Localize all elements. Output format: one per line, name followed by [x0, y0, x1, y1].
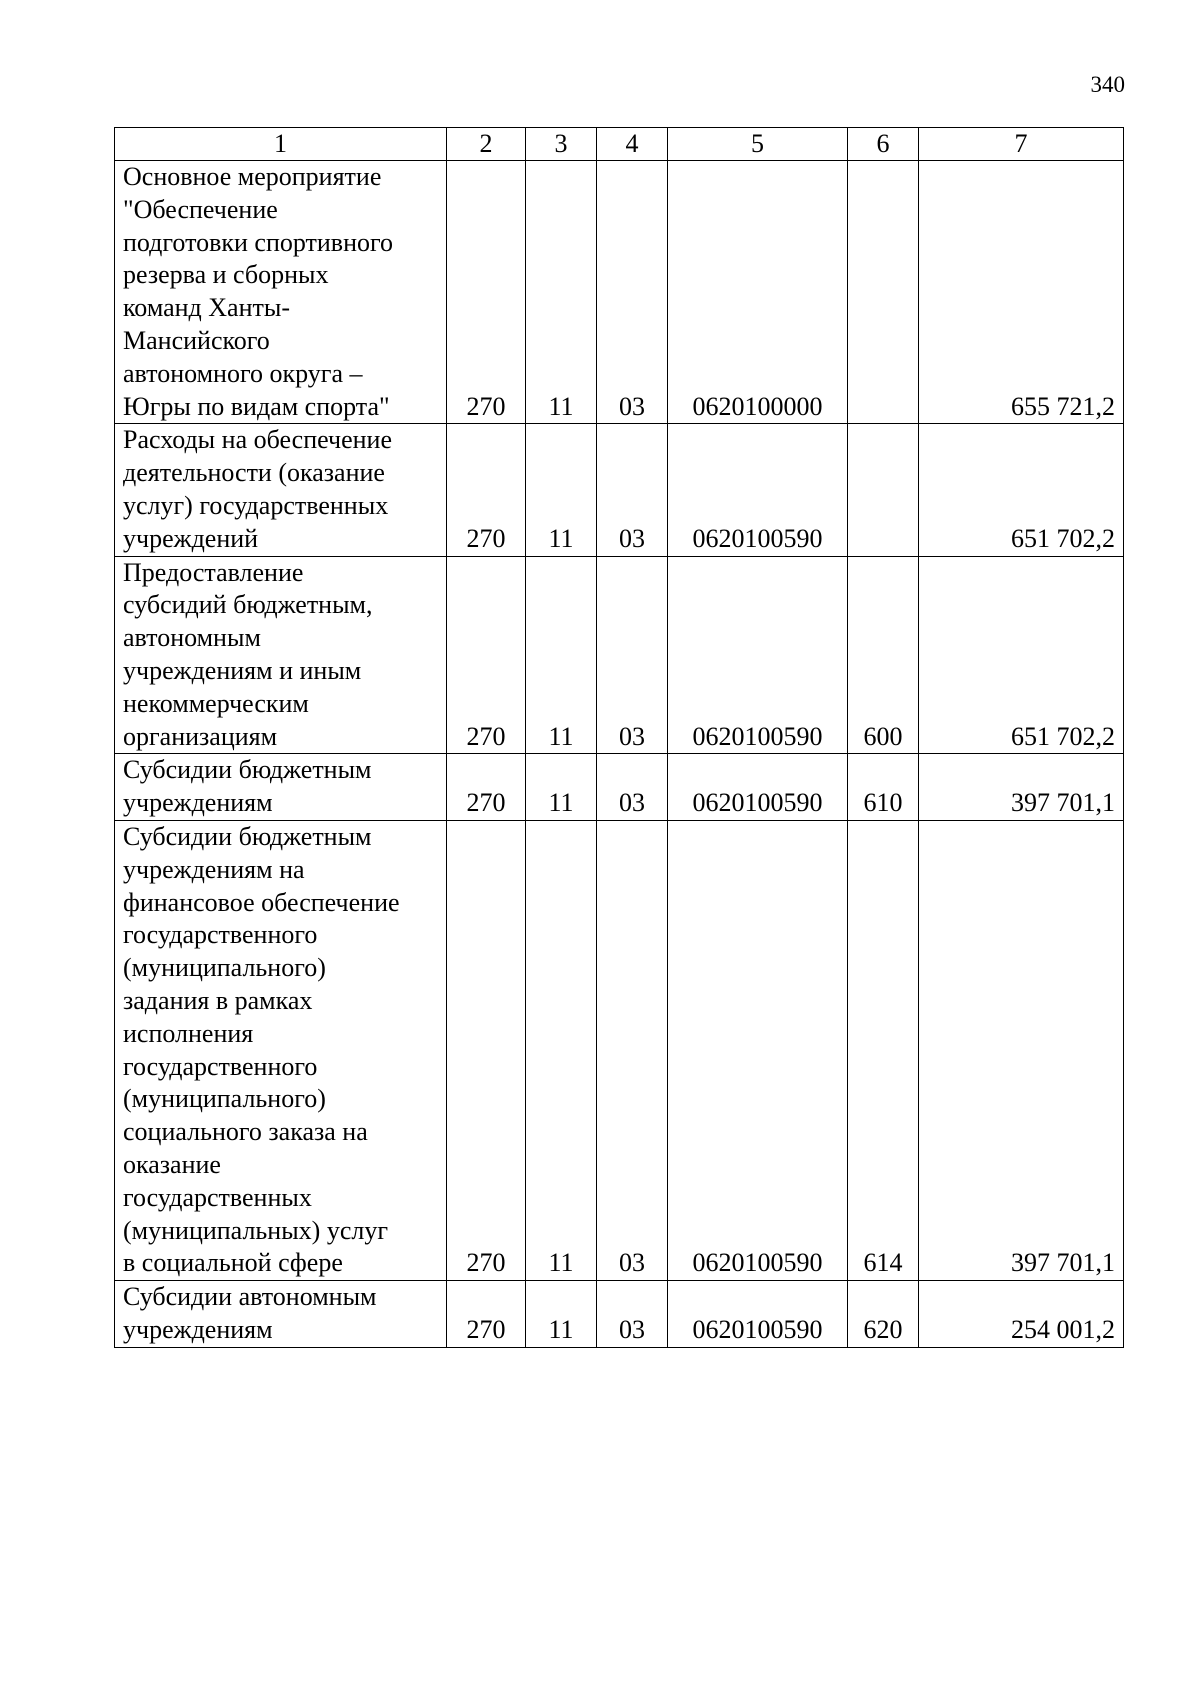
row-subsection-code: 03 — [597, 754, 668, 821]
row-section-code: 11 — [526, 556, 597, 754]
header-row — [115, 128, 1124, 161]
row-subsection-code: 03 — [597, 161, 668, 424]
table-row — [115, 820, 1124, 1280]
row-target-code: 0620100590 — [668, 754, 848, 821]
row-name: Субсидии бюджетным учреждениям — [115, 754, 447, 821]
row-expense-type: 614 — [848, 820, 919, 1280]
row-name: Субсидии бюджетным учреждениям на финансовое обеспечение государственного (муниципального) задания в рамках исполнения государственного (муниципального) социального заказа на оказание государственных (муниципальных) услуг в социальной сфере — [115, 820, 447, 1280]
row-subsection-code: 03 — [597, 556, 668, 754]
row-ministry-code: 270 — [447, 424, 526, 556]
row-amount: 397 701,1 — [919, 754, 1124, 821]
row-amount: 254 001,2 — [919, 1281, 1124, 1348]
header-col-7: 7 — [919, 128, 1124, 161]
table-row — [115, 161, 1124, 424]
row-name: Расходы на обеспечение деятельности (оказание услуг) государственных учреждений — [115, 424, 447, 556]
row-target-code: 0620100000 — [668, 161, 848, 424]
row-amount: 655 721,2 — [919, 161, 1124, 424]
row-section-code: 11 — [526, 161, 597, 424]
row-target-code: 0620100590 — [668, 424, 848, 556]
row-expense-type: 610 — [848, 754, 919, 821]
row-expense-type — [848, 161, 919, 424]
header-col-6: 6 — [848, 128, 919, 161]
row-name: Субсидии автономным учреждениям — [115, 1281, 447, 1348]
row-ministry-code: 270 — [447, 820, 526, 1280]
row-amount: 651 702,2 — [919, 556, 1124, 754]
header-col-4: 4 — [597, 128, 668, 161]
row-section-code: 11 — [526, 754, 597, 821]
row-expense-type — [848, 424, 919, 556]
row-subsection-code: 03 — [597, 1281, 668, 1348]
row-expense-type: 600 — [848, 556, 919, 754]
row-target-code: 0620100590 — [668, 820, 848, 1280]
row-target-code: 0620100590 — [668, 1281, 848, 1348]
page-number: 340 — [1090, 72, 1125, 97]
row-name: Основное мероприятие "Обеспечение подготовки спортивного резерва и сборных команд Ханты- Мансийского автономного округа – Югры по видам спорта" — [115, 161, 447, 424]
row-subsection-code: 03 — [597, 820, 668, 1280]
row-ministry-code: 270 — [447, 161, 526, 424]
header-col-2: 2 — [447, 128, 526, 161]
row-subsection-code: 03 — [597, 424, 668, 556]
row-section-code: 11 — [526, 1281, 597, 1348]
row-ministry-code: 270 — [447, 556, 526, 754]
table-row — [115, 424, 1124, 556]
row-ministry-code: 270 — [447, 754, 526, 821]
header-col-1: 1 — [115, 128, 447, 161]
table-row — [115, 1281, 1124, 1348]
row-ministry-code: 270 — [447, 1281, 526, 1348]
row-section-code: 11 — [526, 820, 597, 1280]
row-expense-type: 620 — [848, 1281, 919, 1348]
table-row — [115, 754, 1124, 821]
budget-table — [114, 127, 1124, 1348]
row-amount: 651 702,2 — [919, 424, 1124, 556]
header-col-5: 5 — [668, 128, 848, 161]
row-name: Предоставление субсидий бюджетным, автономным учреждениям и иным некоммерческим организациям — [115, 556, 447, 754]
table-row — [115, 556, 1124, 754]
header-col-3: 3 — [526, 128, 597, 161]
row-target-code: 0620100590 — [668, 556, 848, 754]
row-section-code: 11 — [526, 424, 597, 556]
row-amount: 397 701,1 — [919, 820, 1124, 1280]
